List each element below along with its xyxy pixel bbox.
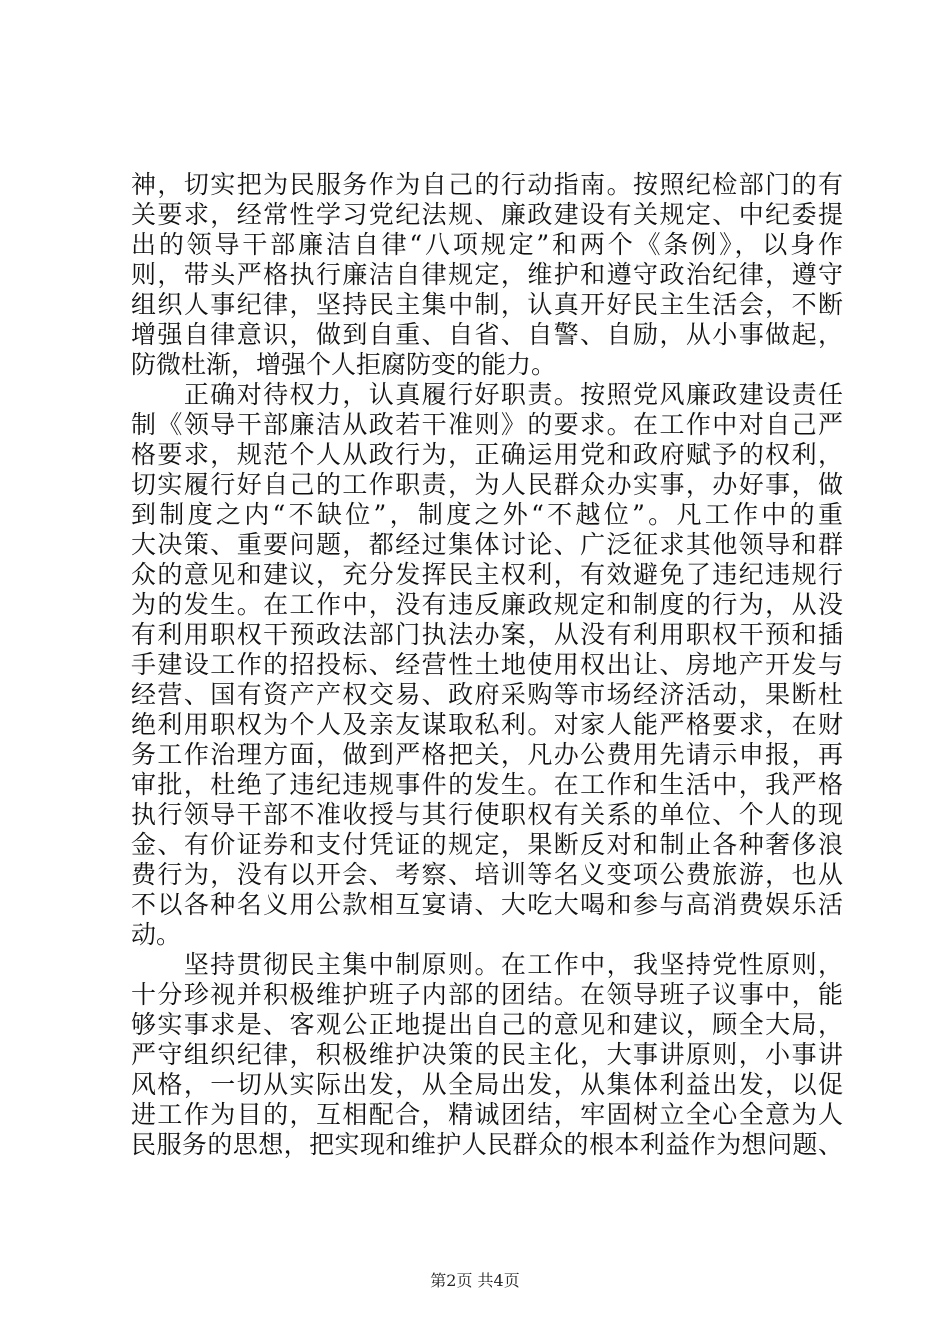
text-line: 神，切实把为民服务作为自己的行动指南。按照纪检部门的有 [131, 170, 843, 199]
text-line: 审批，杜绝了违纪违规事件的发生。在工作和生活中，我严格 [131, 770, 843, 799]
text-line: 不以各种名义用公款相互宴请、大吃大喝和参与高消费娱乐活 [131, 890, 843, 919]
text-line: 格要求，规范个人从政行为，正确运用党和政府赋予的权利， [131, 440, 843, 469]
text-line: 手建设工作的招投标、经营性土地使用权出让、房地产开发与 [131, 650, 843, 679]
text-line: 动。 [131, 920, 182, 949]
text-line: 坚持贯彻民主集中制原则。在工作中，我坚持党性原则， [131, 950, 843, 979]
text-line: 务工作治理方面，做到严格把关，凡办公费用先请示申报，再 [131, 740, 843, 769]
text-line: 够实事求是、客观公正地提出自己的意见和建议，顾全大局， [131, 1010, 843, 1039]
text-line: 大决策、重要问题，都经过集体讨论、广泛征求其他领导和群 [131, 530, 843, 559]
text-line: 防微杜渐，增强个人拒腐防变的能力。 [131, 350, 557, 379]
paragraph-3 [131, 950, 843, 1160]
text-line: 十分珍视并积极维护班子内部的团结。在领导班子议事中，能 [131, 980, 843, 1009]
page-number-footer: 第2页 共4页 [430, 1271, 520, 1290]
paragraph-1 [131, 170, 843, 380]
text-line: 严守组织纪律，积极维护决策的民主化，大事讲原则，小事讲 [131, 1040, 843, 1069]
text-line: 执行领导干部不准收授与其行使职权有关系的单位、个人的现 [131, 800, 843, 829]
text-line: 到制度之内“不缺位”，制度之外“不越位”。凡工作中的重 [131, 500, 843, 529]
text-line: 正确对待权力，认真履行好职责。按照党风廉政建设责任 [131, 380, 843, 409]
text-line: 众的意见和建议，充分发挥民主权利，有效避免了违纪违规行 [131, 560, 843, 589]
text-line: 出的领导干部廉洁自律“八项规定”和两个《条例》，以身作 [131, 230, 843, 259]
text-line: 关要求，经常性学习党纪法规、廉政建设有关规定、中纪委提 [131, 200, 843, 229]
text-line: 增强自律意识，做到自重、自省、自警、自励，从小事做起， [131, 320, 843, 349]
text-line: 有利用职权干预政法部门执法办案，从没有利用职权干预和插 [131, 620, 843, 649]
text-line: 风格，一切从实际出发，从全局出发，从集体利益出发，以促 [131, 1070, 843, 1099]
text-line: 组织人事纪律，坚持民主集中制，认真开好民主生活会，不断 [131, 290, 843, 319]
text-line: 金、有价证券和支付凭证的规定，果断反对和制止各种奢侈浪 [131, 830, 843, 859]
text-line: 经营、国有资产产权交易、政府采购等市场经济活动，果断杜 [131, 680, 843, 709]
text-line: 则，带头严格执行廉洁自律规定，维护和遵守政治纪律，遵守 [131, 260, 843, 289]
text-line: 民服务的思想，把实现和维护人民群众的根本利益作为想问题、 [131, 1130, 843, 1159]
text-line: 切实履行好自己的工作职责，为人民群众办实事，办好事，做 [131, 470, 843, 499]
document-body [131, 170, 843, 1160]
text-line: 为的发生。在工作中，没有违反廉政规定和制度的行为，从没 [131, 590, 843, 619]
text-line: 进工作为目的，互相配合，精诚团结，牢固树立全心全意为人 [131, 1100, 843, 1129]
text-line: 费行为，没有以开会、考察、培训等名义变项公费旅游，也从 [131, 860, 843, 889]
text-line: 制《领导干部廉洁从政若干准则》的要求。在工作中对自己严 [131, 410, 843, 439]
text-line: 绝利用职权为个人及亲友谋取私利。对家人能严格要求，在财 [131, 710, 843, 739]
paragraph-2 [131, 380, 843, 950]
